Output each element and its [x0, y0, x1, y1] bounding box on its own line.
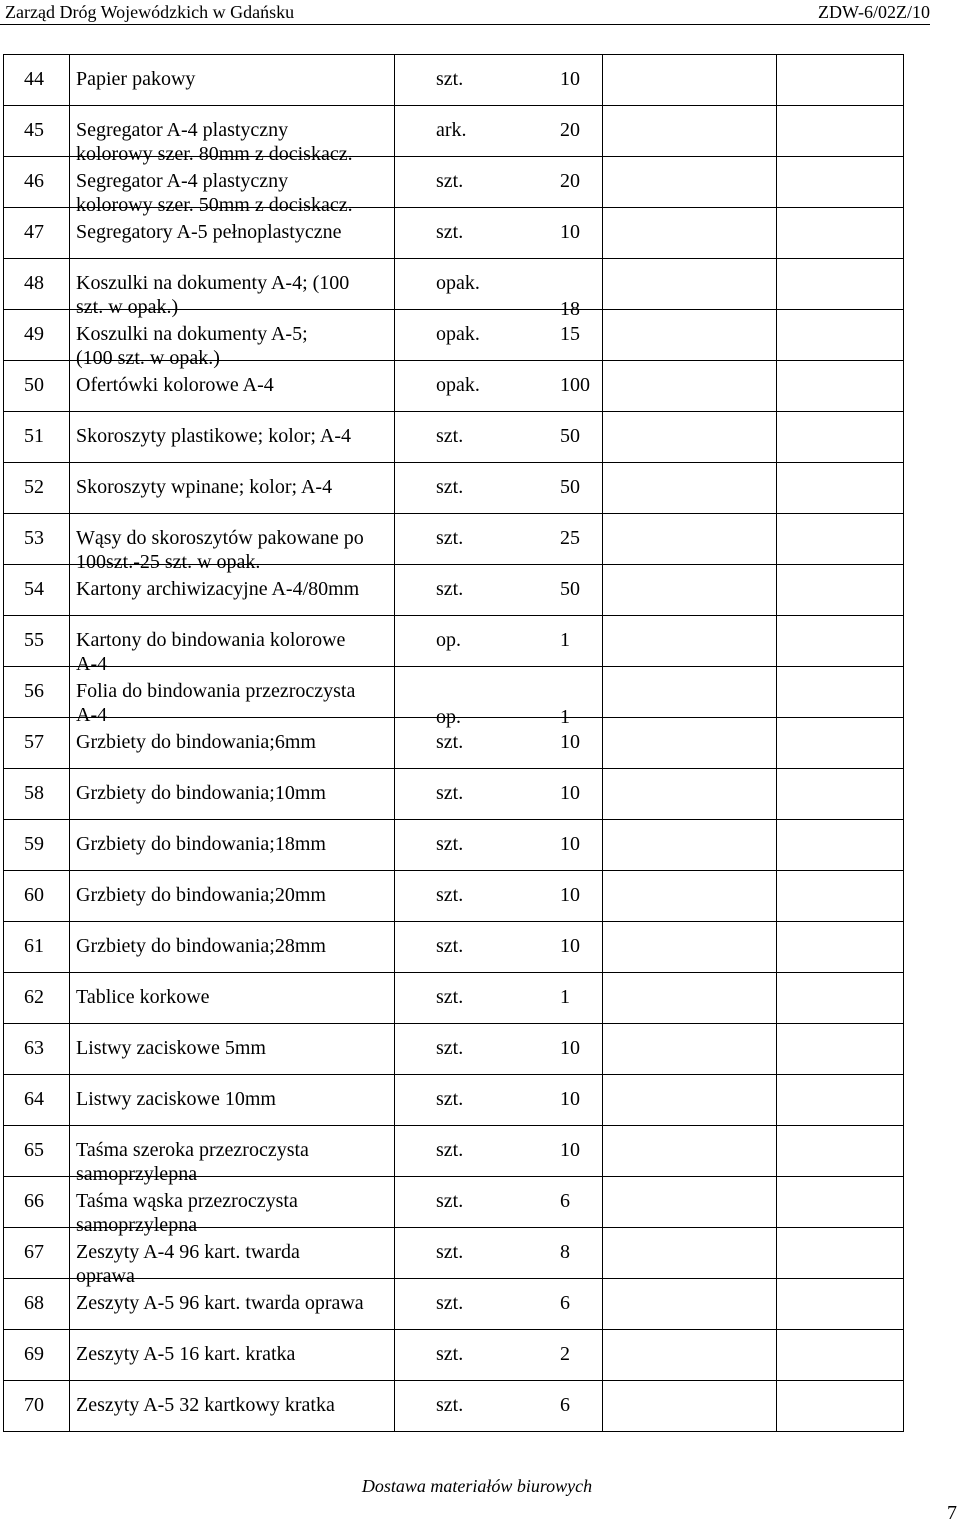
- cell-empty: [777, 55, 904, 106]
- item-unit: szt.: [436, 425, 464, 447]
- cell-empty: [777, 310, 904, 361]
- cell-empty: [603, 157, 777, 208]
- item-number: 69: [24, 1343, 44, 1365]
- item-number: 51: [24, 425, 44, 447]
- cell-name: [70, 769, 395, 820]
- item-quantity: 10: [560, 731, 580, 753]
- item-unit: szt.: [436, 170, 464, 192]
- cell-unit-qty: [395, 1177, 603, 1228]
- table-row: [4, 412, 904, 463]
- item-quantity: 10: [560, 68, 580, 90]
- cell-number: [4, 820, 70, 871]
- item-name: Listwy zaciskowe 5mm: [76, 1037, 266, 1059]
- page-footer: [0, 1476, 960, 1497]
- item-unit: ark.: [436, 119, 467, 141]
- cell-name: [70, 820, 395, 871]
- cell-empty: [777, 208, 904, 259]
- item-name: Tablice korkowe: [76, 986, 210, 1008]
- item-unit: szt.: [436, 1088, 464, 1110]
- item-name: Zeszyty A-5 32 kartkowy kratka: [76, 1394, 335, 1416]
- cell-empty: [603, 55, 777, 106]
- item-quantity: 10: [560, 1037, 580, 1059]
- cell-empty: [777, 973, 904, 1024]
- table-row: [4, 1381, 904, 1432]
- cell-number: [4, 1024, 70, 1075]
- item-unit: szt.: [436, 1343, 464, 1365]
- item-quantity: 50: [560, 425, 580, 447]
- cell-unit-qty: [395, 1228, 603, 1279]
- item-name: Segregator A-4 plastyczny kolorowy szer. 80mm z dociskacz.: [76, 119, 353, 165]
- cell-unit-qty: [395, 667, 603, 728]
- cell-empty: [603, 1279, 777, 1330]
- item-name: Folia do bindowania przezroczysta A-4: [76, 680, 356, 726]
- cell-number: [4, 1126, 70, 1177]
- header-divider: [0, 24, 930, 25]
- cell-unit-qty: [395, 412, 603, 463]
- table-row: [4, 616, 904, 667]
- cell-empty: [603, 1228, 777, 1279]
- item-unit: szt.: [436, 782, 464, 804]
- item-number: 70: [24, 1394, 44, 1416]
- cell-unit-qty: [395, 310, 603, 361]
- item-unit: szt.: [436, 935, 464, 957]
- table-row: [4, 157, 904, 208]
- cell-empty: [777, 157, 904, 208]
- cell-name: [70, 1024, 395, 1075]
- table-row: [4, 463, 904, 514]
- cell-number: [4, 463, 70, 514]
- cell-empty: [603, 922, 777, 973]
- item-unit: szt.: [436, 1037, 464, 1059]
- cell-empty: [603, 310, 777, 361]
- table-row: [4, 973, 904, 1024]
- cell-unit-qty: [395, 259, 603, 320]
- cell-unit-qty: [395, 361, 603, 412]
- item-number: 65: [24, 1139, 44, 1161]
- table-row: [4, 361, 904, 412]
- items-table: [3, 54, 904, 1432]
- item-number: 66: [24, 1190, 44, 1212]
- table-row: [4, 208, 904, 259]
- cell-empty: [603, 1177, 777, 1228]
- item-name: Listwy zaciskowe 10mm: [76, 1088, 276, 1110]
- cell-number: [4, 55, 70, 106]
- cell-number: [4, 1330, 70, 1381]
- cell-empty: [603, 820, 777, 871]
- item-number: 60: [24, 884, 44, 906]
- cell-empty: [777, 412, 904, 463]
- item-name: Zeszyty A-5 16 kart. kratka: [76, 1343, 296, 1365]
- item-number: 55: [24, 629, 44, 651]
- cell-unit-qty: [395, 922, 603, 973]
- item-quantity: 6: [560, 1292, 570, 1314]
- item-unit: szt.: [436, 527, 464, 549]
- item-quantity: 10: [560, 884, 580, 906]
- item-number: 57: [24, 731, 44, 753]
- item-name: Papier pakowy: [76, 68, 196, 90]
- cell-name: [70, 667, 395, 726]
- cell-name: [70, 718, 395, 769]
- cell-number: [4, 412, 70, 463]
- cell-unit-qty: [395, 820, 603, 871]
- cell-number: [4, 1228, 70, 1279]
- page-number: 7: [947, 1502, 957, 1524]
- cell-empty: [777, 1024, 904, 1075]
- item-number: 54: [24, 578, 44, 600]
- item-unit: szt.: [436, 68, 464, 90]
- item-number: 63: [24, 1037, 44, 1059]
- item-quantity: 6: [560, 1394, 570, 1416]
- cell-unit-qty: [395, 973, 603, 1024]
- page-header: [0, 0, 960, 26]
- item-unit: szt.: [436, 1394, 464, 1416]
- item-name: Grzbiety do bindowania;6mm: [76, 731, 316, 753]
- cell-empty: [777, 1075, 904, 1126]
- cell-empty: [777, 259, 904, 310]
- item-number: 64: [24, 1088, 44, 1110]
- table-row: [4, 1126, 904, 1177]
- table-row: [4, 769, 904, 820]
- item-number: 49: [24, 323, 44, 345]
- item-quantity: 2: [560, 1343, 570, 1365]
- cell-name: [70, 1381, 395, 1432]
- item-quantity: 1: [560, 629, 570, 651]
- cell-empty: [603, 106, 777, 157]
- cell-name: [70, 1228, 395, 1287]
- table-row: [4, 565, 904, 616]
- item-name: Ofertówki kolorowe A-4: [76, 374, 274, 396]
- cell-empty: [603, 616, 777, 667]
- footer-title: Dostawa materiałów biurowych: [361, 1476, 593, 1496]
- cell-empty: [777, 667, 904, 718]
- item-unit: opak.: [436, 323, 480, 345]
- item-unit: szt.: [436, 833, 464, 855]
- item-number: 50: [24, 374, 44, 396]
- cell-name: [70, 1126, 395, 1185]
- cell-name: [70, 310, 395, 369]
- cell-number: [4, 157, 70, 208]
- cell-unit-qty: [395, 616, 603, 667]
- cell-name: [70, 463, 395, 514]
- cell-empty: [603, 463, 777, 514]
- item-number: 46: [24, 170, 44, 192]
- item-quantity: 8: [560, 1241, 570, 1263]
- item-unit: szt.: [436, 1190, 464, 1212]
- cell-name: [70, 1075, 395, 1126]
- item-number: 62: [24, 986, 44, 1008]
- cell-name: [70, 106, 395, 165]
- cell-name: [70, 1177, 395, 1236]
- table-row: [4, 871, 904, 922]
- item-quantity: 10: [560, 935, 580, 957]
- table-row: [4, 922, 904, 973]
- cell-empty: [777, 1330, 904, 1381]
- item-unit: szt.: [436, 1292, 464, 1314]
- item-unit: szt.: [436, 1139, 464, 1161]
- item-number: 44: [24, 68, 44, 90]
- item-quantity: 20: [560, 170, 580, 192]
- item-number: 45: [24, 119, 44, 141]
- item-unit: op.: [436, 629, 461, 651]
- item-name: Kartony archiwizacyjne A-4/80mm: [76, 578, 360, 600]
- item-quantity: 10: [560, 782, 580, 804]
- cell-number: [4, 310, 70, 361]
- cell-empty: [603, 1024, 777, 1075]
- table-row: [4, 106, 904, 157]
- item-name: Taśma wąska przezroczysta samoprzylepna: [76, 1190, 298, 1236]
- item-number: 48: [24, 272, 44, 294]
- cell-empty: [777, 769, 904, 820]
- cell-unit-qty: [395, 1126, 603, 1177]
- table-row: [4, 310, 904, 361]
- table-row: [4, 667, 904, 718]
- cell-empty: [777, 463, 904, 514]
- cell-unit-qty: [395, 514, 603, 565]
- item-quantity: 100: [560, 374, 590, 396]
- cell-name: [70, 973, 395, 1024]
- item-name: Grzbiety do bindowania;10mm: [76, 782, 326, 804]
- cell-number: [4, 1381, 70, 1432]
- item-quantity: 10: [560, 1088, 580, 1110]
- cell-empty: [777, 1126, 904, 1177]
- cell-unit-qty: [395, 769, 603, 820]
- item-unit: op.: [436, 706, 461, 728]
- table-row: [4, 514, 904, 565]
- item-name: Koszulki na dokumenty A-5; (100 szt. w opak.): [76, 323, 308, 369]
- table-row: [4, 1177, 904, 1228]
- cell-number: [4, 259, 70, 310]
- item-number: 53: [24, 527, 44, 549]
- table-row: [4, 1024, 904, 1075]
- item-unit: opak.: [436, 374, 480, 396]
- cell-empty: [603, 667, 777, 718]
- cell-empty: [603, 412, 777, 463]
- item-quantity: 25: [560, 527, 580, 549]
- cell-empty: [777, 922, 904, 973]
- item-unit: szt.: [436, 986, 464, 1008]
- cell-number: [4, 616, 70, 667]
- item-number: 52: [24, 476, 44, 498]
- item-number: 61: [24, 935, 44, 957]
- header-document-code: ZDW-6/02Z/10: [818, 2, 930, 22]
- cell-unit-qty: [395, 1075, 603, 1126]
- cell-name: [70, 922, 395, 973]
- table-row: [4, 1228, 904, 1279]
- item-name: Kartony do bindowania kolorowe A-4: [76, 629, 346, 675]
- cell-name: [70, 412, 395, 463]
- table-row: [4, 259, 904, 310]
- cell-unit-qty: [395, 463, 603, 514]
- cell-name: [70, 208, 395, 259]
- item-unit: szt.: [436, 221, 464, 243]
- cell-empty: [777, 1279, 904, 1330]
- item-name: Grzbiety do bindowania;18mm: [76, 833, 326, 855]
- cell-number: [4, 106, 70, 157]
- item-name: Koszulki na dokumenty A-4; (100 szt. w opak.): [76, 272, 350, 318]
- item-quantity: 1: [560, 986, 570, 1008]
- item-quantity: 1: [560, 706, 570, 728]
- cell-number: [4, 208, 70, 259]
- cell-empty: [603, 1381, 777, 1432]
- cell-name: [70, 157, 395, 216]
- cell-empty: [603, 718, 777, 769]
- cell-number: [4, 973, 70, 1024]
- cell-empty: [777, 361, 904, 412]
- item-name: Skoroszyty wpinane; kolor; A-4: [76, 476, 333, 498]
- cell-unit-qty: [395, 1024, 603, 1075]
- cell-name: [70, 259, 395, 318]
- cell-name: [70, 55, 395, 106]
- cell-unit-qty: [395, 55, 603, 106]
- cell-empty: [603, 871, 777, 922]
- cell-empty: [603, 361, 777, 412]
- item-unit: szt.: [436, 731, 464, 753]
- cell-unit-qty: [395, 1330, 603, 1381]
- cell-empty: [777, 565, 904, 616]
- cell-number: [4, 514, 70, 565]
- cell-unit-qty: [395, 718, 603, 769]
- item-number: 56: [24, 680, 44, 702]
- item-name: Grzbiety do bindowania;20mm: [76, 884, 326, 906]
- cell-empty: [777, 616, 904, 667]
- table-row: [4, 1279, 904, 1330]
- cell-name: [70, 514, 395, 573]
- cell-unit-qty: [395, 871, 603, 922]
- cell-unit-qty: [395, 208, 603, 259]
- item-name: Zeszyty A-4 96 kart. twarda oprawa: [76, 1241, 300, 1287]
- cell-number: [4, 922, 70, 973]
- cell-name: [70, 1279, 395, 1330]
- cell-empty: [777, 1177, 904, 1228]
- cell-number: [4, 871, 70, 922]
- cell-empty: [603, 769, 777, 820]
- cell-number: [4, 361, 70, 412]
- cell-unit-qty: [395, 565, 603, 616]
- item-unit: szt.: [436, 578, 464, 600]
- table-row: [4, 55, 904, 106]
- cell-number: [4, 718, 70, 769]
- item-quantity: 18: [560, 298, 580, 320]
- cell-number: [4, 1177, 70, 1228]
- cell-empty: [603, 1075, 777, 1126]
- table-row: [4, 718, 904, 769]
- cell-name: [70, 1330, 395, 1381]
- cell-empty: [777, 718, 904, 769]
- item-name: Zeszyty A-5 96 kart. twarda oprawa: [76, 1292, 364, 1314]
- item-quantity: 6: [560, 1190, 570, 1212]
- cell-empty: [603, 1126, 777, 1177]
- item-quantity: 50: [560, 476, 580, 498]
- cell-empty: [777, 1228, 904, 1279]
- item-name: Grzbiety do bindowania;28mm: [76, 935, 326, 957]
- item-name: Segregator A-4 plastyczny kolorowy szer. 50mm z dociskacz.: [76, 170, 353, 216]
- cell-empty: [603, 1330, 777, 1381]
- cell-empty: [777, 106, 904, 157]
- item-quantity: 10: [560, 833, 580, 855]
- cell-empty: [777, 1381, 904, 1432]
- item-unit: opak.: [436, 272, 480, 294]
- item-number: 58: [24, 782, 44, 804]
- cell-unit-qty: [395, 106, 603, 157]
- item-unit: szt.: [436, 476, 464, 498]
- cell-number: [4, 565, 70, 616]
- cell-name: [70, 616, 395, 675]
- table-row: [4, 1330, 904, 1381]
- item-number: 67: [24, 1241, 44, 1263]
- item-number: 47: [24, 221, 44, 243]
- header-organization: Zarząd Dróg Wojewódzkich w Gdańsku: [5, 2, 295, 22]
- cell-empty: [603, 259, 777, 310]
- item-unit: szt.: [436, 884, 464, 906]
- cell-unit-qty: [395, 1381, 603, 1432]
- item-number: 59: [24, 833, 44, 855]
- cell-number: [4, 667, 70, 718]
- item-quantity: 15: [560, 323, 580, 345]
- item-name: Skoroszyty plastikowe; kolor; A-4: [76, 425, 351, 447]
- item-unit: szt.: [436, 1241, 464, 1263]
- cell-number: [4, 1279, 70, 1330]
- cell-empty: [777, 871, 904, 922]
- cell-number: [4, 769, 70, 820]
- cell-empty: [777, 514, 904, 565]
- item-name: Segregatory A-5 pełnoplastyczne: [76, 221, 342, 243]
- cell-empty: [603, 973, 777, 1024]
- items-table-body: [4, 55, 904, 1432]
- item-quantity: 10: [560, 221, 580, 243]
- item-name: Taśma szeroka przezroczysta samoprzylepna: [76, 1139, 309, 1185]
- cell-empty: [603, 565, 777, 616]
- cell-unit-qty: [395, 157, 603, 208]
- cell-empty: [603, 514, 777, 565]
- item-quantity: 20: [560, 119, 580, 141]
- table-row: [4, 820, 904, 871]
- cell-empty: [603, 208, 777, 259]
- item-quantity: 10: [560, 1139, 580, 1161]
- item-number: 68: [24, 1292, 44, 1314]
- cell-empty: [777, 820, 904, 871]
- cell-unit-qty: [395, 1279, 603, 1330]
- cell-number: [4, 1075, 70, 1126]
- item-quantity: 50: [560, 578, 580, 600]
- cell-name: [70, 361, 395, 412]
- cell-name: [70, 871, 395, 922]
- table-row: [4, 1075, 904, 1126]
- cell-name: [70, 565, 395, 616]
- item-name: Wąsy do skoroszytów pakowane po 100szt.-25 szt. w opak.: [76, 527, 364, 573]
